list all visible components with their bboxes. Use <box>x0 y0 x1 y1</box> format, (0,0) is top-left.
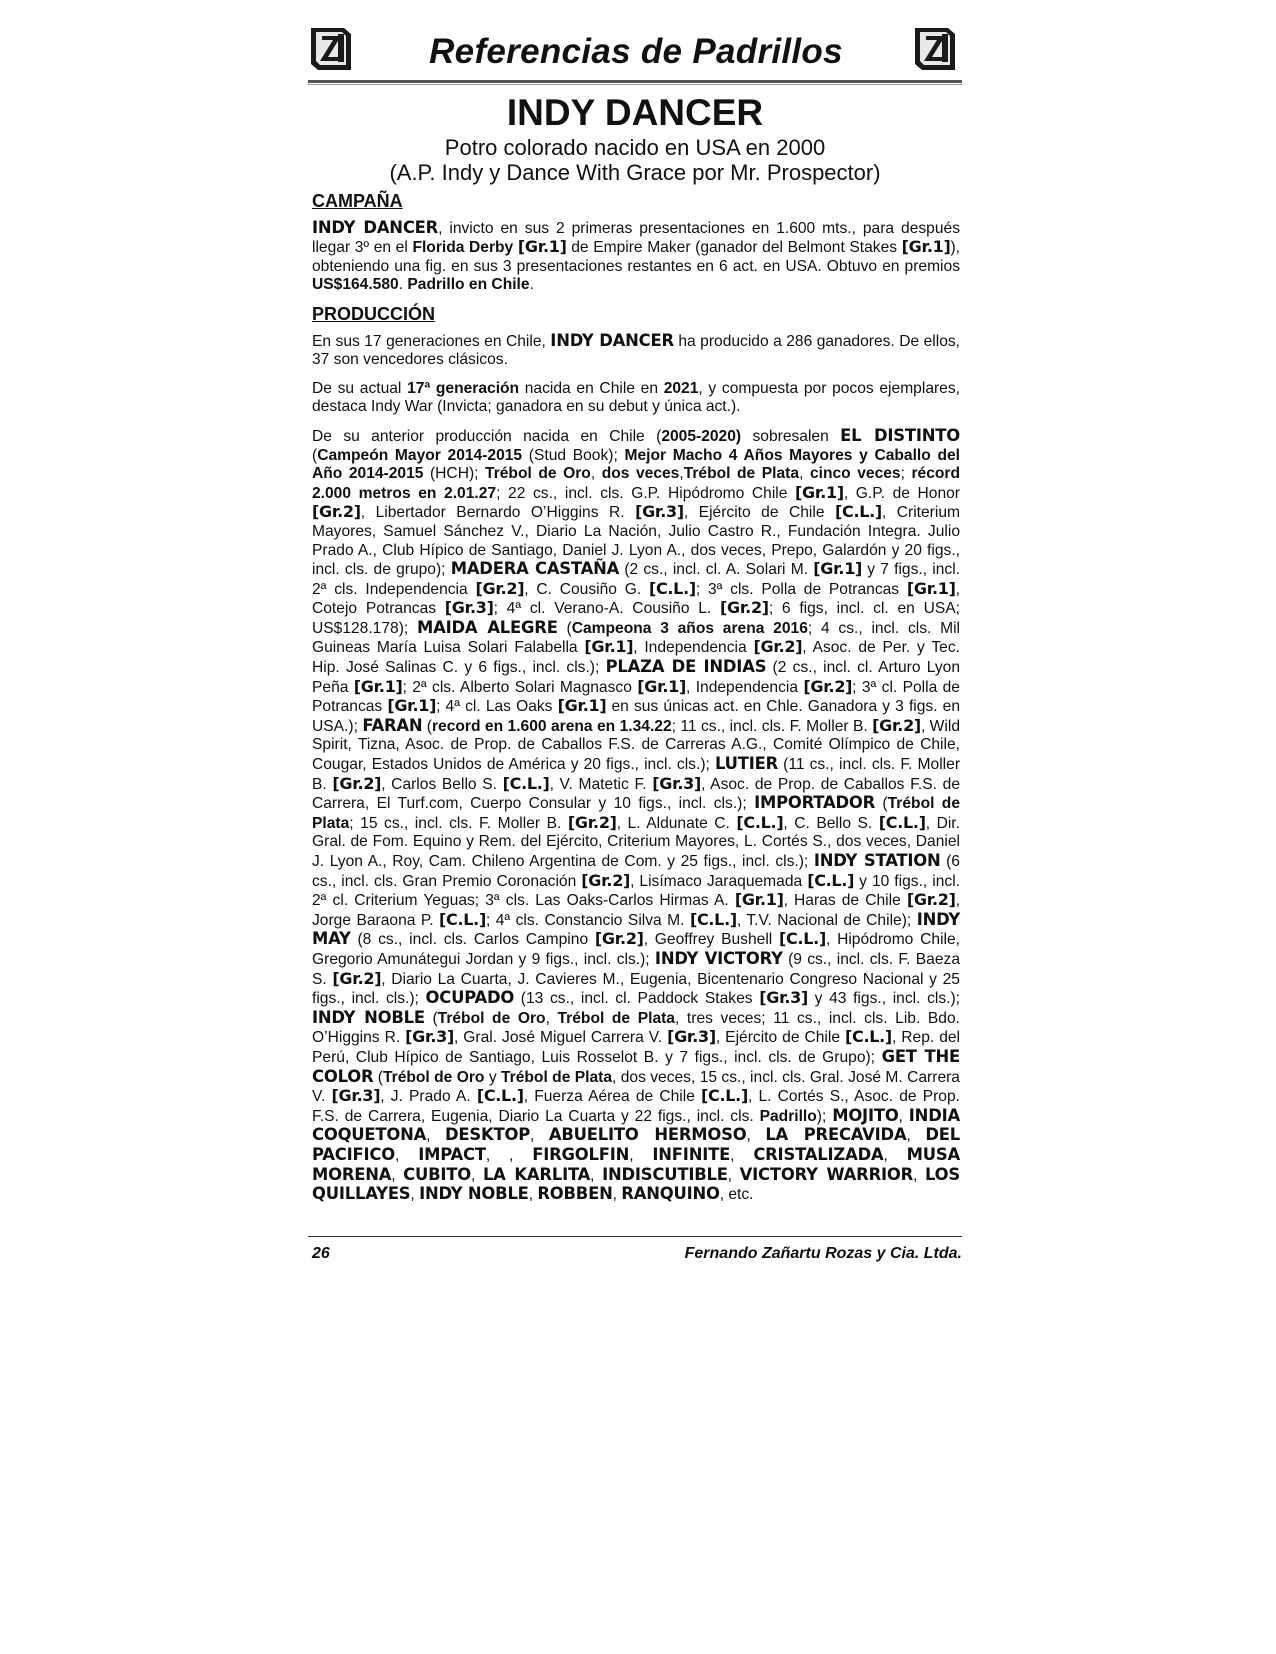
previous-production-paragraph: De su anterior producción nacida en Chile (2005-2020) sobresalen EL DISTINTO (Campeón Mayor 2014-2015 (Stud Book); Mejor Macho 4 Años Mayores y Caballo del Año 2014-2015 (HCH); Trébol de Oro, dos veces,Trébol de Plata, cinco veces; récord 2.000 metros en 2.01.27; 22 cs., incl. cls. G.P. Hipódromo Chile [Gr.1], G.P. de Honor [Gr.2], Libertador Bernardo O’Higgins R. [Gr.3], Ejército de Chile [C.L.], Criterium Mayores, Samuel Sánchez V., Diario La Nación, Julio Castro R., Fundación Integra. Julio Prado A., Club Hípico de Santiago, Daniel J. Lyon A., dos veces, Prepo, Galardón y 20 figs., incl. cls. de grupo); MADERA CASTAÑA (2 cs., incl. cl. A. Solari M. [Gr.1] y 7 figs., incl. 2ª cls. Independencia [Gr.2], C. Cousiño G. [C.L.]; 3ª cls. Polla de Potrancas [Gr.1], Cotejo Potrancas [Gr.3]; 4ª cl. Verano-A. Cousiño L. [Gr.2]; 6 figs, incl. cl. en USA; US$128.178); MAIDA ALEGRE (Campeona 3 años arena 2016; 4 cs., incl. cls. Mil Guineas María Luisa Solari Falabella [Gr.1], Independencia [Gr.2], Asoc. de Per. y Tec. Hip. José Salinas C. y 6 figs., incl. cls.); PLAZA DE INDIAS (2 cs., incl. cl. Arturo Lyon Peña [Gr.1]; 2ª cls. Alberto Solari Magnasco [Gr.1], Independencia [Gr.2]; 3ª cl. Polla de Potrancas [Gr.1]; 4ª cl. Las Oaks [Gr.1] en sus únicas act. en Chle. Ganadora y 3 figs. en USA.); FARAN (record en 1.600 arena en 1.34.22; 11 cs., incl. cls. F. Moller B. [Gr.2], Wild Spirit, Tizna, Asoc. de Prop. de Caballos F.S. de Carreras A.G., Comité Olímpico de Chile, Cougar, Estados Unidos de América y 20 figs., incl. cls.); LUTIER (11 cs., incl. cls. F. Moller B. [Gr.2], Carlos Bello S. [C.L.], V. Matetic F. [Gr.3], Asoc. de Prop. de Caballos F.S. de Carrera, El Turf.com, Cuerpo Consular y 10 figs., incl. cls.); IMPORTADOR (Trébol de Plata; 15 cs., incl. cls. F. Moller B. [Gr.2], L. Aldunate C. [C.L.], C. Bello S. [C.L.], Dir. Gral. de Fom. Equino y Rem. del Ejército, Criterium Mayores, L. Cortés S., dos veces, Daniel J. Lyon A., Roy, Cam. Chileno Argentina de Com. y 25 figs., incl. cls.); INDY STATION (6 cs., incl. cls. Gran Premio Coronación [Gr.2], Lisímaco Jaraquemada [C.L.] y 10 figs., incl. 2ª cl. Criterium Yeguas; 3ª cls. Las Oaks-Carlos Hirmas A. [Gr.1], Haras de Chile [Gr.2], Jorge Baraona P. [C.L.]; 4ª cls. Constancio Silva M. [C.L.], T.V. Nacional de Chile); INDY MAY (8 cs., incl. cls. Carlos Campino [Gr.2], Geoffrey Bushell [C.L.], Hipódromo Chile, Gregorio Amunátegui Jordan y 9 figs., incl. cls.); INDY VICTORY (9 cs., incl. cls. F. Baeza S. [Gr.2], Diario La Cuarta, J. Cavieres M., Eugenia, Bicentenario Congreso Nacional y 25 figs., incl. cls.); OCUPADO (13 cs., incl. cl. Paddock Stakes [Gr.3] y 43 figs., incl. cls.); INDY NOBLE (Trébol de Oro, Trébol de Plata, tres veces; 11 cs., incl. cls. Lib. Bdo. O’Higgins R. [Gr.3], Gral. José Miguel Carrera V. [Gr.3], Ejército de Chile [C.L.], Rep. del Perú, Club Hípico de Santiago, Luis Rosselot B. y 7 figs., incl. cls. de Grupo); GET THE COLOR (Trébol de Oro y Trébol de Plata, dos veces, 15 cs., incl. cls. Gral. José M. Carrera V. [Gr.3], J. Prado A. [C.L.], Fuerza Aérea de Chile [C.L.], L. Cortés S., Asoc. de Prop. F.S. de Carrera, Eugenia, Diario La Cuarta y 22 figs., incl. cls. Padrillo); MOJITO, INDIA COQUETONA, DESKTOP, ABUELITO HERMOSO, LA PRECAVIDA, DEL PACIFICO, IMPACT, , FIRGOLFIN, INFINITE, CRISTALIZADA, MUSA MORENA, CUBITO, LA KARLITA, INDISCUTIBLE, VICTORY WARRIOR, LOS QUILLAYES, INDY NOBLE, ROBBEN, RANQUINO, etc. <box>312 425 961 1204</box>
page-number: 26 <box>312 1245 330 1262</box>
horse-subtitle-line2: (A.P. Indy y Dance With Grace por Mr. Prospector) <box>389 160 881 185</box>
section-heading-campana: CAMPAÑA <box>312 191 403 211</box>
section-heading-produccion: PRODUCCIÓN <box>312 303 436 324</box>
page-header-title: Referencias de Padrillos <box>429 32 843 71</box>
header-divider-thin <box>308 84 962 85</box>
footer-company-name: Fernando Zañartu Rozas y Cia. Ltda. <box>684 1245 962 1262</box>
article-body <box>312 192 960 1215</box>
horse-name-title: INDY DANCER <box>506 92 764 133</box>
horse-subtitle-line1: Potro colorado nacido en USA en 2000 <box>444 135 826 160</box>
footer-divider <box>308 1236 962 1237</box>
campaign-paragraph: INDY DANCER, invicto en sus 2 primeras presentaciones en 1.600 mts., para después llegar 3º en el Florida Derby [Gr.1] de Empire Maker (ganador del Belmont Stakes [Gr.1]), obteniendo una fig. en sus 3 presentaciones restantes en 6 act. en USA. Obtuvo en premios US$164.580. Padrillo en Chile. <box>312 217 960 294</box>
logo-icon <box>308 24 354 74</box>
header-divider <box>308 80 962 83</box>
current-generation-paragraph: De su actual 17ª generación nacida en Chile en 2021, y compuesta por pocos ejemplares, destaca Indy War (Invicta; ganadora en su debut y única act.). <box>312 379 960 416</box>
logo-icon <box>912 24 958 74</box>
production-summary-paragraph: En sus 17 generaciones en Chile, INDY DANCER ha producido a 286 ganadores. De ellos, 37 son vencedores clásicos. <box>312 330 960 369</box>
